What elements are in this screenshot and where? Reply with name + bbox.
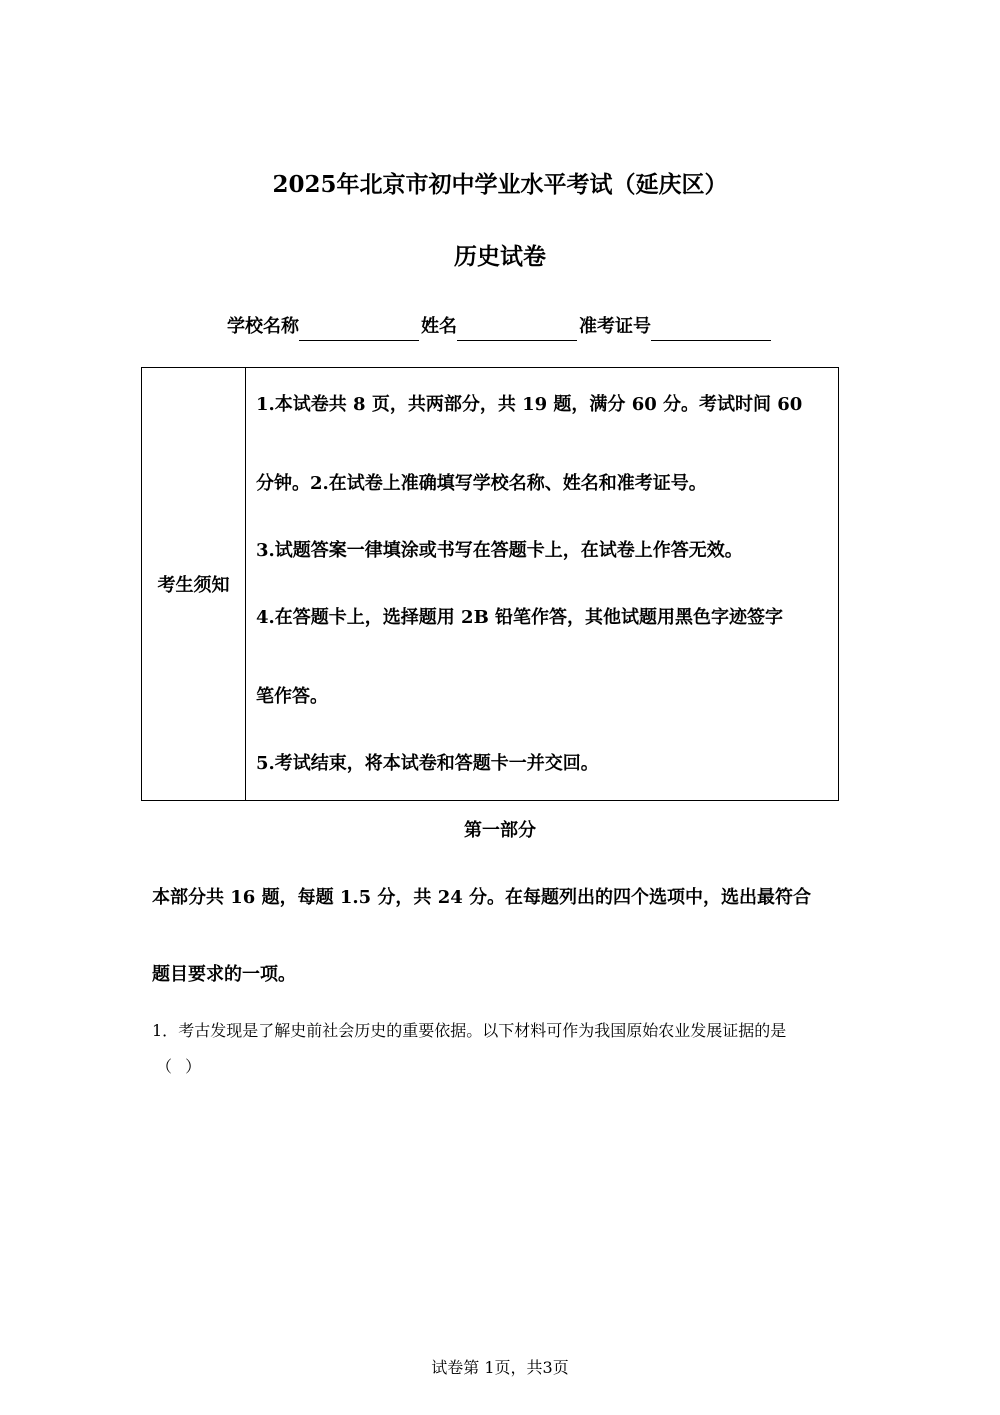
question-1	[152, 1018, 872, 1080]
exam-subtitle: 历史试卷	[454, 243, 546, 270]
notice-item: 5.考试结束，将本试卷和答题卡一并交回。	[256, 753, 599, 774]
student-name-blank[interactable]	[457, 320, 577, 341]
exam-title: 2025年北京市初中学业水平考试（延庆区）	[272, 171, 728, 198]
notice-body	[246, 368, 838, 800]
notice-item: 分钟。2.在试卷上准确填写学校名称、姓名和准考证号。	[256, 473, 707, 494]
notice-item: 4.在答题卡上，选择题用 2B 铅笔作答，其他试题用黑色字迹签字	[256, 607, 784, 628]
notice-item: 3.试题答案一律填涂或书写在答题卡上，在试卷上作答无效。	[256, 540, 743, 561]
section-description	[152, 882, 872, 991]
notice-table	[141, 367, 839, 801]
question-text: 考古发现是了解史前社会历史的重要依据。以下材料可作为我国原始农业发展证据的是	[178, 1021, 787, 1040]
answer-parentheses: （ ）	[156, 1057, 206, 1076]
section-title: 第一部分	[464, 820, 536, 841]
notice-label: 考生须知	[142, 368, 246, 800]
question-number: 1．	[152, 1021, 179, 1040]
student-name-label: 姓名	[421, 316, 457, 337]
school-name-blank[interactable]	[299, 320, 419, 341]
candidate-info-line	[0, 313, 1000, 341]
notice-item: 笔作答。	[256, 686, 328, 707]
exam-id-blank[interactable]	[651, 320, 771, 341]
exam-id-label: 准考证号	[579, 316, 651, 337]
section-desc-line: 题目要求的一项。	[152, 964, 296, 985]
notice-item: 1.本试卷共 8 页，共两部分，共 19 题，满分 60 分。考试时间 60	[256, 394, 803, 415]
section-desc-line: 本部分共 16 题，每题 1.5 分，共 24 分。在每题列出的四个选项中，选出最符合	[152, 887, 812, 908]
school-name-label: 学校名称	[227, 316, 299, 337]
page-footer: 试卷第 1页，共3页	[431, 1358, 569, 1377]
